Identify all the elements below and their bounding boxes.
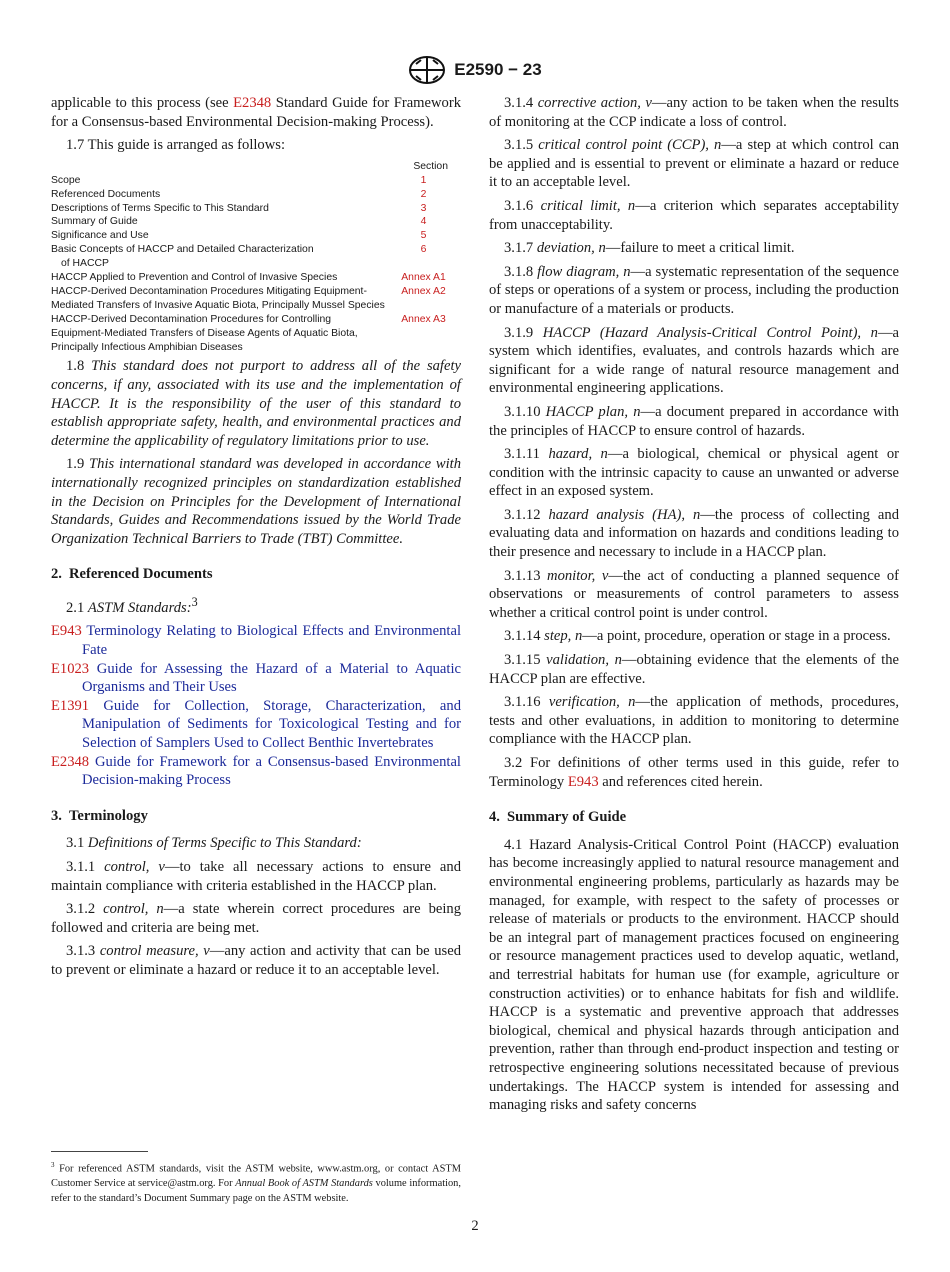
guide-arrangement-table [51,160,461,355]
definition-term: HACCP plan, n [545,403,641,420]
paragraph-2-1: 2.1 ASTM Standards:$^3$ [66,595,198,616]
toc-row [51,174,461,188]
definition-item [489,651,899,688]
definition-term: hazard, n [548,446,608,463]
definition-term: step, n [544,628,583,645]
reference-title-link[interactable]: Guide for Assessing the Hazard of a Material to Aquatic Organisms and Their Uses [82,660,461,696]
reference-item [51,753,461,790]
toc-section-link[interactable]: Annex A1 [401,272,446,284]
definition-item [489,445,899,501]
referenced-documents-list [51,622,461,789]
paragraph-4-1: 4.1 Hazard Analysis-Critical Control Point (HACCP) evaluation has become increasingly applied to natural resource management and environmental engineering problems, particularly as hazards may be managed, for example, with respect to the safety of processes or release of materials or products to the environment. HACCP should be an integral part of management practices focused on engineering or resource management practices used to develop aquatic, wetland, and terrestrial habitats for human use (for example, agriculture or construction activities) or to enhance habitats for fish and wildlife. HACCP is a systematic and preventive approach that addresses biological, chemical and physical hazards through anticipation and prevention, rather than through end-product inspection and testing or retrospective engineering solutions necessitated because of previous undertakings. The HACCP system is intended for assessing and managing risks and safety concerns [489,836,899,1114]
definition-number: 3.1.5 [504,137,534,154]
definition-number: 3.1.2 [66,901,96,918]
definition-item [489,239,899,258]
definition-number: 3.1.8 [504,263,534,280]
definition-text: —a system which identifies, evaluates, and controls hazards which are significant for a wide range of natural resource management and environmental engineering applications. [489,324,900,397]
definitions-list-left [51,858,461,980]
reference-title-link[interactable]: Guide for Collection, Storage, Characterization, and Manipulation of Sediments for Toxicological Testing and for Selection of Samplers Used to Collect Benthic Invertebrates [82,697,461,752]
document-id: E2590 − 23 [454,60,542,79]
toc-title [51,202,386,216]
toc-title [51,174,386,188]
definition-number: 3.1.3 [66,943,96,960]
toc-title-text: Scope [51,174,81,186]
definition-item [51,900,461,937]
toc-title [51,229,386,243]
toc-section-link[interactable]: 2 [420,188,427,200]
toc-section-link[interactable]: Annex A2 [401,285,446,297]
toc-row [51,285,461,313]
definition-number: 3.1.14 [504,628,541,645]
section-4-heading: 4. Summary of Guide [489,809,627,826]
definition-number: 3.1.9 [504,324,534,341]
paragraph-1-9: 1.9 This international standard was developed in accordance with internationally recognized principles on standardization established in the Decision on Principles for the Development of International Standards, Guides and Recommendations issued by the World Trade Organization Technical Barriers to Trade (TBT) Committee. [51,456,462,547]
reference-code-link[interactable]: E1023 [51,660,90,677]
toc-title-text: Basic Concepts of HACCP and Detailed Characterization [51,244,314,256]
toc-title [51,313,386,355]
definition-term: control, n [103,901,164,918]
definition-item [489,136,899,192]
toc-title-text: HACCP-Derived Decontamination Procedures Mitigating Equipment-Mediated Transfers of Invasive Aquatic Biota, Principally Mussel Species [51,285,385,311]
toc-title [51,271,386,285]
definition-item [489,263,899,319]
toc-title-text: Summary of Guide [51,216,138,228]
definition-item [489,567,899,623]
astm-logo-icon [408,55,446,85]
definition-number: 3.1.12 [504,506,541,523]
definition-text: —the application of methods, procedures, tests and other evaluations, in addition to monitoring to determine compliance with the HACCP plan. [489,694,900,748]
reference-item [51,622,461,659]
definition-text: —the process of collecting and evaluating data and information on hazards and conditions leading to their presence and necessary to include in a HACCP plan. [489,506,899,561]
definition-item [51,858,461,895]
definition-number: 3.1.11 [504,446,540,463]
definition-number: 3.1.1 [66,858,96,875]
section-3-heading: 3. Terminology [51,807,148,824]
definition-term: control measure, v [99,943,210,960]
definition-term: validation, n [546,652,622,669]
definition-number: 3.1.15 [504,652,541,669]
paragraph-1-8: 1.8 This standard does not purport to address all of the safety concerns, if any, associated with its use and the implementation of HACCP. It is the responsibility of the user of this standard to establish appropriate safety, health, and environmental practices and determine the applicability of regulatory limitations prior to use. [51,358,461,449]
paragraph-1-7: 1.7 This guide is arranged as follows: [66,137,286,154]
toc-title-text: Significance and Use [51,230,149,242]
standard-link-e943[interactable]: E943 [567,773,599,790]
page-header [0,55,950,85]
toc-title [51,188,386,202]
definition-text: —a step at which control can be applied and is essential to prevent or eliminate a hazard or reduce it to an acceptable level. [489,137,899,191]
definition-term: flow diagram, n [537,263,631,280]
toc-section-link[interactable]: Annex A3 [401,313,446,325]
toc-section-link[interactable]: 5 [420,230,427,242]
toc-section-link[interactable]: 1 [420,174,427,186]
standard-link-e2348[interactable]: E2348 [233,95,272,111]
definition-text: —a point, procedure, operation or stage in a process. [582,628,891,645]
definition-number: 3.1.6 [504,197,534,214]
reference-item [51,660,461,697]
right-column [489,94,899,1120]
definition-term: control, v [104,858,165,875]
toc-title-continuation: of HACCP [61,258,109,270]
definition-number: 3.1.10 [504,403,541,420]
toc-title [51,243,386,271]
toc-row [51,202,461,216]
definition-text: —any action to be taken when the results of monitoring at the CCP indicate a loss of control. [489,95,899,130]
toc-title-text: HACCP Applied to Prevention and Control of Invasive Species [51,272,338,284]
definition-term: verification, n [548,694,636,711]
definition-item [489,324,899,398]
reference-title-link[interactable]: Guide for Framework for a Consensus-based Environmental Decision-making Process [82,753,461,789]
definition-text: —failure to meet a critical limit. [605,240,795,257]
definitions-list-right [489,94,899,749]
toc-title [51,215,386,229]
toc-row [51,188,461,202]
definition-text: —a biological, chemical or physical agent or condition with the intrinsic capacity to cause an unwanted or adverse effect in an exposed system. [489,446,899,500]
definition-number: 3.1.7 [504,240,534,257]
toc-row [51,271,461,285]
definition-term: deviation, n [536,240,606,257]
reference-code-link[interactable]: E943 [51,623,82,640]
paragraph-3-1: 3.1 Definitions of Terms Specific to This Standard: [66,835,362,852]
definition-text: —a criterion which separates acceptability from unacceptability. [489,197,899,233]
definition-item [51,942,461,979]
definition-term: hazard analysis (HA), n [548,506,701,523]
definition-text: —any action and activity that can be used to prevent or eliminate a hazard or reduce it to an acceptable level. [51,943,461,978]
definition-item [489,693,899,749]
reference-code-link[interactable]: E2348 [51,753,90,770]
definition-item [489,197,899,234]
definition-text: —to take all necessary actions to ensure and maintain compliance with criteria established in the HACCP plan. [51,858,461,894]
toc-title [51,285,386,313]
reference-code-link[interactable]: E1391 [51,697,90,714]
definition-text: —a state wherein correct procedures are being followed and criteria are being met. [51,901,462,936]
footnote-divider [51,1151,148,1152]
definition-item [489,94,899,131]
toc-section-link[interactable]: 4 [420,216,427,228]
section-2-heading: 2. Referenced Documents [51,566,213,583]
toc-row [51,243,461,271]
definition-term: corrective action, v [537,95,652,111]
definition-item [489,506,899,562]
definition-text: —a systematic representation of the sequence of steps or operations of a system or process, including the production or manufacture of a materials or products. [489,263,900,317]
toc-row [51,229,461,243]
definition-term: HACCP (Hazard Analysis-Critical Control Point), n [542,324,878,341]
toc-title-text: Referenced Documents [51,188,161,200]
definition-term: critical control point (CCP), n [538,137,722,154]
definition-text: —a document prepared in accordance with the principles of HACCP to ensure control of hazards. [489,403,899,439]
left-column [51,94,461,985]
toc-title-text: Descriptions of Terms Specific to This Standard [51,202,269,214]
toc-row [51,313,461,355]
definition-number: 3.1.4 [504,95,534,111]
toc-section-link[interactable]: 6 [420,244,427,256]
definition-item [489,403,899,440]
definition-number: 3.1.13 [504,567,541,584]
definition-text: —the act of conducting a planned sequence of observations or measurements of control parameters to assess whether a critical control point is under control. [489,567,899,621]
table-header-section: Section [413,160,448,172]
footnote-3: $^3$ For referenced ASTM standards, visit the ASTM website, www.astm.org, or contact ASTM Customer Service at service@astm.org. For Annual Book of ASTM Standards volume information, refer to the standard’s Document Summary page on the ASTM website. [51,1161,461,1205]
definition-number: 3.1.16 [504,694,541,711]
paragraph-3-2: 3.2 For definitions of other terms used in this guide, refer to Terminology E943 and references cited herein. [489,755,899,790]
paragraph-1-6-continued: applicable to this process (see E2348 Standard Guide for Framework for a Consensus-based Environmental Decision-making Process). [51,95,461,130]
definition-term: monitor, v [547,567,609,584]
reference-item [51,697,461,753]
definition-term: critical limit, n [540,197,636,214]
page-number: 2 [471,1218,479,1234]
toc-row [51,215,461,229]
definition-text: —obtaining evidence that the elements of the HACCP plan are effective. [489,652,899,687]
definition-item [489,627,899,646]
reference-title-link[interactable]: Terminology Relating to Biological Effects and Environmental Fate [82,623,461,659]
toc-title-text: HACCP-Derived Decontamination Procedures for Controlling Equipment-Mediated Transfers of Disease Agents of Aquatic Biota, Principally Infectious Amphibian Diseases [51,313,358,353]
toc-section-link[interactable]: 3 [420,202,427,214]
